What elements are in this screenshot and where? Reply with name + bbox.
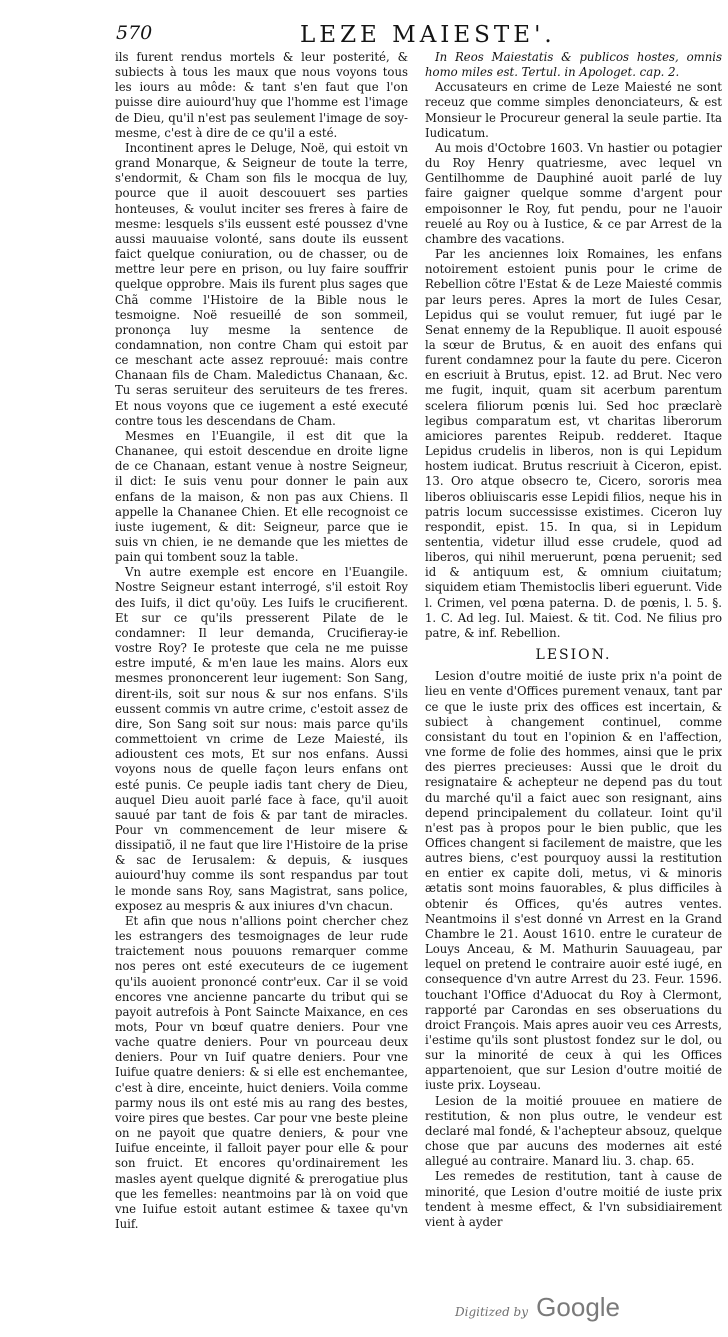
left-column [115,50,408,1232]
left-paragraph: Mesmes en l'Euangile, il est dit que la Chananee, qui estoit descendue en droite ligne de ce Chanaan, estant venue à nostre Seigneur, il dict: Ie suis venu pour donner le pain aux enfans de la maison, & non pas aux Chiens. Il appelle la Chananee Chien. Et elle recognoist ce iuste iugement, & dit: Seigneur, parce que ie suis vn chien, ie ne demande que les miettes de pain qui tombent souz la table. [115,428,408,565]
running-head: LEZE MAIESTE'. [300,22,556,48]
left-paragraph: Vn autre exemple est encore en l'Euangile. Nostre Seigneur estant interrogé, s'il estoit Roy des Iuifs, il dict qu'oüy. Les Iuifs le crucifierent. Et sur ce qu'ils presserent Pilate de le condamner: Il leur demanda, Crucifieray-ie vostre Roy? Ie proteste que cela ne me puisse estre imputé, & m'en laue les mains. Alors eux mesmes prononcerent leur iugement: Son Sang, dirent-ils, soit sur nous & sur nos enfans. S'ils eussent commis vn autre crime, c'estoit assez de dire, Son Sang soit sur nous: mais parce qu'ils commettoient vn crime de Leze Maiesté, ils adioustent ces mots, Et sur nos enfans. Aussi voyons nous de quelle façon leurs enfans ont esté punis. Ce peuple iadis tant chery de Dieu, auquel Dieu auoit parlé face à face, qu'il auoit sauué par tant de fois & par tant de miracles. Pour vn commencement de leur misere & dissipatiõ, il ne faut que lire l'Histoire de la prise & sac de Ierusalem: & depuis, & iusques auiourd'huy comme ils sont respandus par tout le monde sans Roy, sans Magistrat, sans police, exposez au mespris & aux iniures d'vn chacun. [115,565,408,913]
digitization-watermark [455,1292,620,1323]
right-paragraph: Par les anciennes loix Romaines, les enfans notoirement estoient punis pour le crime de Rebellion cõtre l'Estat & de Leze Maiesté commis par leurs peres. Apres la mort de Iules Cesar, Lepidus qui se voulut remuer, fut iugé par le Senat ennemy de la Republique. Il auoit espousé la sœur de Brutus, & en auoit des enfans qui furent condamnez pour la faute du pere. Ciceron en escriuit à Brutus, epist. 12. ad Brut. Nec vero me fugit, inquit, quam sit acerbum parentum scelera filiorum pœnis lui. Sed hoc præclarè legibus comparatum est, vt charitas liberorum amiciores parentes Reipub. redderet. Itaque Lepidus crudelis in liberos, non is qui Lepidum hostem iudicat. Brutus rescriuit à Ciceron, epist. 13. Oro atque obsecro te, Cicero, sororis mea liberos obliuiscaris esse Lepidi filios, neque his in patris locum successisse existimes. Ciceron luy respondit, epist. 15. In qua, si in Lepidum sententia, videtur illud esse crudele, quod ad liberos, qui nihil meruerunt, pœna peruenit; sed id & antiquum est, & omnium ciuitatum; siquidem etiam Themistoclis liberi eguerunt. Vide l. Crimen, vel pœna paterna. D. de pœnis, l. 5. §. 1. C. Ad leg. Iul. Maiest. & tit. Cod. Ne filius pro patre, & inf. Rebellion. [425,247,722,640]
section-paragraph: Lesion de la moitié prouuee en matiere de restitution, & non plus outre, le vendeur est declaré mal fondé, & l'achepteur absouz, quelque chose que par aucuns des modernes ait esté allegué au contraire. Manard liu. 3. chap. 65. [425,1093,722,1169]
right-paragraph: Accusateurs en crime de Leze Maiesté ne sont receuz que comme simples denonciateurs, & est Monsieur le Procureur general la seule partie. Ita Iudicatum. [425,80,722,140]
section-paragraph: Lesion d'outre moitié de iuste prix n'a point de lieu en vente d'Offices purement venaux, tant par ce que le iuste prix des offices est incertain, & subiect à changement continuel, comme consistant du tout en l'opinion & en l'affection, vne forme de folie des hommes, ainsi que le prix des pierres precieuses: Aussi que le droit du resignataire & achepteur ne depend pas du tout du marché qu'il a faict auec son resignant, ains depend principalement du collateur. Ioint qu'il n'est pas à propos pour le bien public, que les Offices changent si facilement de maistre, que les autres biens, c'est pourquoy aussi la restitution en entier ex capite doli, metus, vi & minoris ætatis sont moins fauorables, & plus difficiles à obtenir és Offices, qu'és autres ventes. Neantmoins il s'est donné vn Arrest en la Grand Chambre le 21. Aoust 1610. entre le curateur de Louys Anceau, & M. Mathurin Sauuageau, par lequel on pretend le contraire auoir esté iugé, en consequence d'vn autre Arrest du 23. Feur. 1596. touchant l'Office d'Aduocat du Roy à Clermont, rapporté par Carondas en ses obseruations du droict François. Mais apres auoir veu ces Arrests, i'estime qu'ils sont plustost fondez sur le dol, ou sur la minorité de ceux à qui les Offices appartenoient, que sur Lesion d'outre moitié de iuste prix. Loyseau. [425,669,722,1093]
section-title: LESION. [535,647,612,664]
page-number: 570 [116,22,153,44]
left-paragraph: Et afin que nous n'allions point chercher chez les estrangers des tesmoignages de leur rude traictement nous pouuons remarquer comme nos peres ont esté executeurs de ce iugement qu'ils auoient prononcé contr'eux. Car il se void encores vne ancienne pancarte du tribut qui se payoit autrefois à Pont Saincte Maixance, en ces mots, Pour vn bœuf quatre deniers. Pour vne vache quatre deniers. Pour vn pourceau deux deniers. Pour vn Iuif quatre deniers. Pour vne Iuifue quatre deniers: & si elle est enchemantee, c'est à dire, enceinte, huict deniers. Voila comme parmy nous ils ont esté mis au rang des bestes, voire pires que bestes. Car pour vne beste pleine on ne payoit que quatre deniers, & pour vne Iuifue enceinte, il falloit payer pour elle & pour son fruict. Et encores qu'ordinairement les masles ayent quelque dignité & prerogatiue plus que les femelles: neantmoins par là on void que vne Iuifue estoit autant estimee & taxee qu'vn Iuif. [115,913,408,1232]
left-paragraph: Incontinent apres le Deluge, Noë, qui estoit vn grand Monarque, & Seigneur de toute la terre, s'endormit, & Cham son fils le mocqua de luy, pource que il auoit descouuert ses parties honteuses, & voulut inciter ses freres à faire de mesme: lesquels s'ils eussent esté poussez d'vne aussi mauuaise volonté, sans doute ils eussent faict quelque coniuration, ou de chasser, ou de mettre leur pere en prison, ou luy faire souffrir quelque opprobre. Mais ils furent plus sages que Chã comme l'Histoire de la Bible nous le tesmoigne. Noë resueillé de son sommeil, prononça luy mesme la sentence de condamnation, non contre Cham qui estoit par ce meschant acte assez reprouué: mais contre Chanaan fils de Cham. Maledictus Chanaan, &c. Tu seras seruiteur des seruiteurs de tes freres. Et nous voyons que ce iugement a esté executé contre tous les descendans de Cham. [115,140,408,428]
latin-quote: In Reos Maiestatis & publicos hostes, omnis homo miles est. Tertul. in Apologet. cap. 2. [425,50,722,80]
section-paragraph: Les remedes de restitution, tant à cause de minorité, que Lesion d'outre moitié de iuste prix tendent à mesme effect, & l'vn subsidiairement vient à ayder [425,1169,722,1229]
left-paragraph: ils furent rendus mortels & leur posterité, & subiects à tous les maux que nous voyons tous les iours au môde: & tant s'en faut que l'on puisse dire auiourd'huy que l'homme est l'image de Dieu, qu'il n'est pas seulement l'image de soy-mesme, c'est à dire de ce qu'il a esté. [115,50,408,140]
right-column [425,50,722,1230]
google-logo: Google [536,1292,621,1322]
digitized-by-label: Digitized by [455,1305,529,1319]
right-paragraph: Au mois d'Octobre 1603. Vn hastier ou potagier du Roy Henry quatriesme, avec lequel vn Gentilhomme de Dauphiné auoit parlé de luy faire gaigner quelque somme d'argent pour empoisonner le Roy, fut pendu, pour ne l'auoir reuelé au Roy ou à Iustice, & ce par Arrest de la chambre des vacations. [425,140,722,246]
